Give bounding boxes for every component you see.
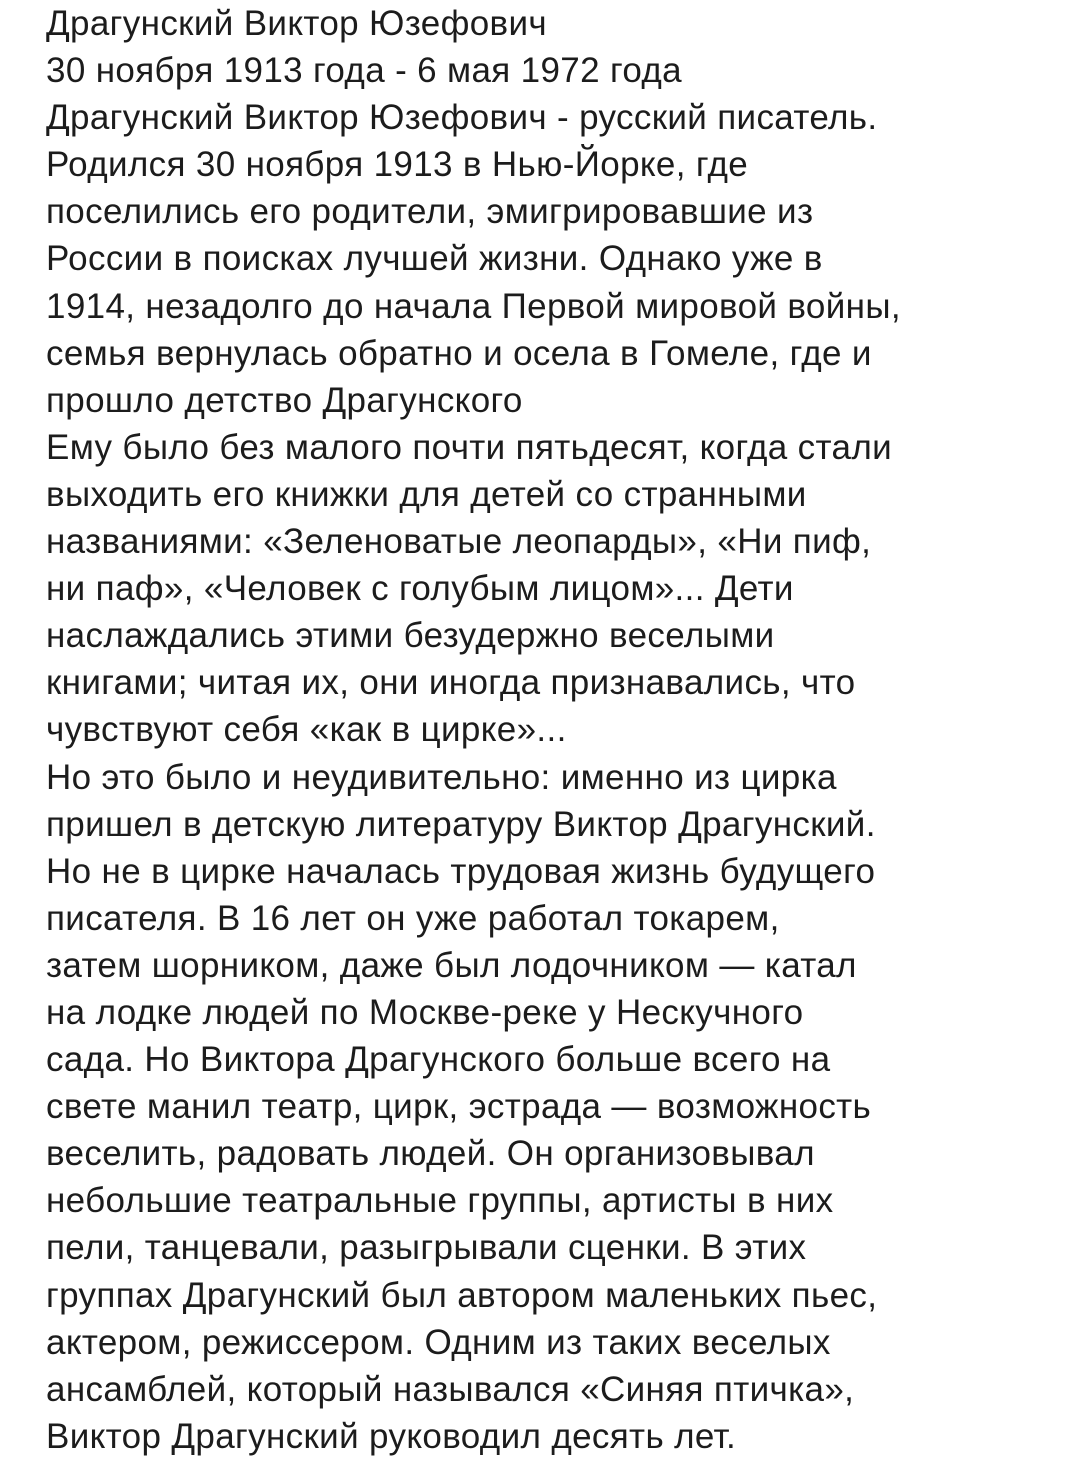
text-line: чувствуют себя «как в цирке»... [46,710,567,750]
text-line: ни паф», «Человек с голубым лицом»... Дети [46,569,794,609]
text-line: Но не в цирке началась трудовая жизнь будущего [46,851,876,891]
text-line: группах Драгунский был автором маленьких пьес, [46,1275,878,1315]
text-line: названиями: «Зеленоватые леопарды», «Ни пиф, [46,522,872,562]
text-line: затем шорником, даже был лодочником — катал [46,945,857,985]
text-line: 1914, незадолго до начала Первой мировой войны, [46,286,901,326]
text-line: Ему было без малого почти пятьдесят, когда стали [46,427,892,467]
text-line: наслаждались этими безудержно веселыми [46,616,775,656]
text-line: России в поисках лучшей жизни. Однако уже в [46,239,823,279]
text-line: небольшие театральные группы, артисты в них [46,1181,834,1221]
text-line: прошло детство Драгунского [46,380,523,420]
text-line: веселить, радовать людей. Он организовывал [46,1134,815,1174]
text-line: ансамблей, который назывался «Синяя птичка», [46,1369,855,1409]
text-line: писателя. В 16 лет он уже работал токарем, [46,898,780,938]
text-line: поселились его родители, эмигрировавшие из [46,192,814,232]
text-line: Драгунский Виктор Юзефович - русский писатель. [46,98,878,138]
text-line: Но это было и неудивительно: именно из цирка [46,757,837,797]
heading-name: Драгунский Виктор Юзефович [46,4,547,43]
text-line: Виктор Драгунский руководил десять лет. [46,1416,737,1456]
text-line: сада. Но Виктора Драгунского больше всего на [46,1040,831,1080]
text-line: актером, режиссером. Одним из таких веселых [46,1322,831,1362]
text-line: свете манил театр, цирк, эстрада — возможность [46,1087,872,1127]
text-line: на лодке людей по Москве-реке у Нескучного [46,992,804,1032]
text-line: выходить его книжки для детей со странными [46,474,807,514]
heading-dates: 30 ноября 1913 года - 6 мая 1972 года [46,51,682,91]
text-line: семья вернулась обратно и осела в Гомеле, где и [46,333,872,373]
text-line: книгами; читая их, они иногда признавались, что [46,663,856,703]
text-line: пришел в детскую литературу Виктор Драгунский. [46,804,876,844]
text-line: Родился 30 ноября 1913 в Нью-Йорке, где [46,145,749,185]
text-line: пели, танцевали, разыгрывали сценки. В этих [46,1228,807,1268]
document-text [46,0,1066,1460]
